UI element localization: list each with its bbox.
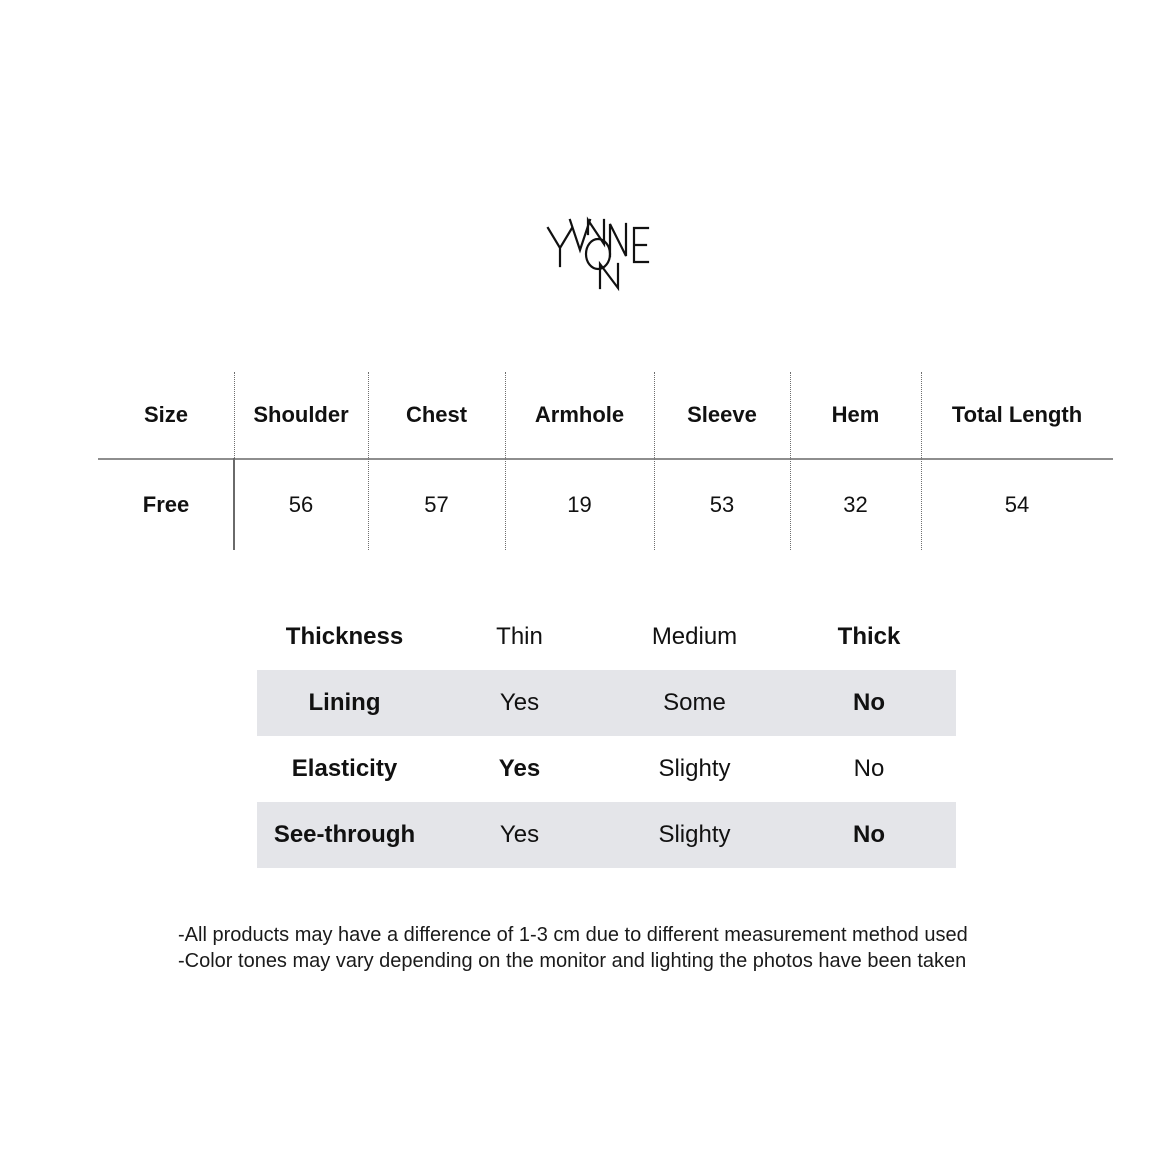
prop-option: Thin: [496, 623, 543, 650]
prop-label: See-through: [273, 821, 416, 848]
prop-row-thickness: [257, 604, 956, 670]
value-total-length: 54: [1004, 492, 1030, 517]
column-separator: [921, 372, 922, 550]
header-size: Size: [143, 402, 189, 427]
header-shoulder: Shoulder: [253, 402, 349, 427]
value-shoulder: 56: [288, 492, 314, 517]
value-sleeve: 53: [709, 492, 735, 517]
size-table-header: [98, 372, 1113, 458]
prop-label: Lining: [308, 689, 381, 716]
prop-row-see-through: [257, 802, 956, 868]
prop-row-lining: [257, 670, 956, 736]
size-table-row: [98, 460, 1113, 550]
value-armhole: 19: [567, 492, 592, 517]
header-sleeve: Sleeve: [687, 402, 757, 427]
header-armhole: Armhole: [534, 402, 625, 427]
prop-option: Some: [663, 689, 726, 716]
yvonne-logo: [540, 210, 670, 292]
header-chest: Chest: [405, 402, 468, 427]
header-hem: Hem: [831, 402, 880, 427]
prop-option: Thick: [837, 623, 901, 650]
note-color-tones: -Color tones may vary depending on the monitor and lighting the photos have been taken: [178, 950, 967, 972]
note-measurement: -All products may have a difference of 1-3 cm due to different measurement method used: [178, 924, 968, 946]
prop-label: Elasticity: [291, 755, 398, 782]
prop-option: No: [853, 689, 885, 716]
prop-option: Yes: [499, 689, 540, 716]
header-total-length: Total Length: [951, 402, 1083, 427]
value-chest: 57: [424, 492, 449, 517]
prop-option: Yes: [498, 755, 541, 782]
column-separator: [790, 372, 791, 550]
column-separator: [368, 372, 369, 550]
prop-option: Slighty: [658, 755, 731, 782]
prop-option: Slighty: [658, 821, 731, 848]
prop-option: Medium: [651, 623, 738, 650]
prop-option: No: [853, 755, 885, 782]
prop-row-elasticity: [257, 736, 956, 802]
disclaimer-notes: [178, 922, 1078, 974]
column-separator-solid: [233, 458, 235, 550]
column-separator: [654, 372, 655, 550]
value-size: Free: [142, 492, 190, 517]
prop-option: No: [853, 821, 885, 848]
prop-label: Thickness: [285, 623, 404, 650]
properties-table: [257, 604, 956, 868]
value-hem: 32: [843, 492, 868, 517]
prop-option: Yes: [499, 821, 540, 848]
column-separator: [505, 372, 506, 550]
